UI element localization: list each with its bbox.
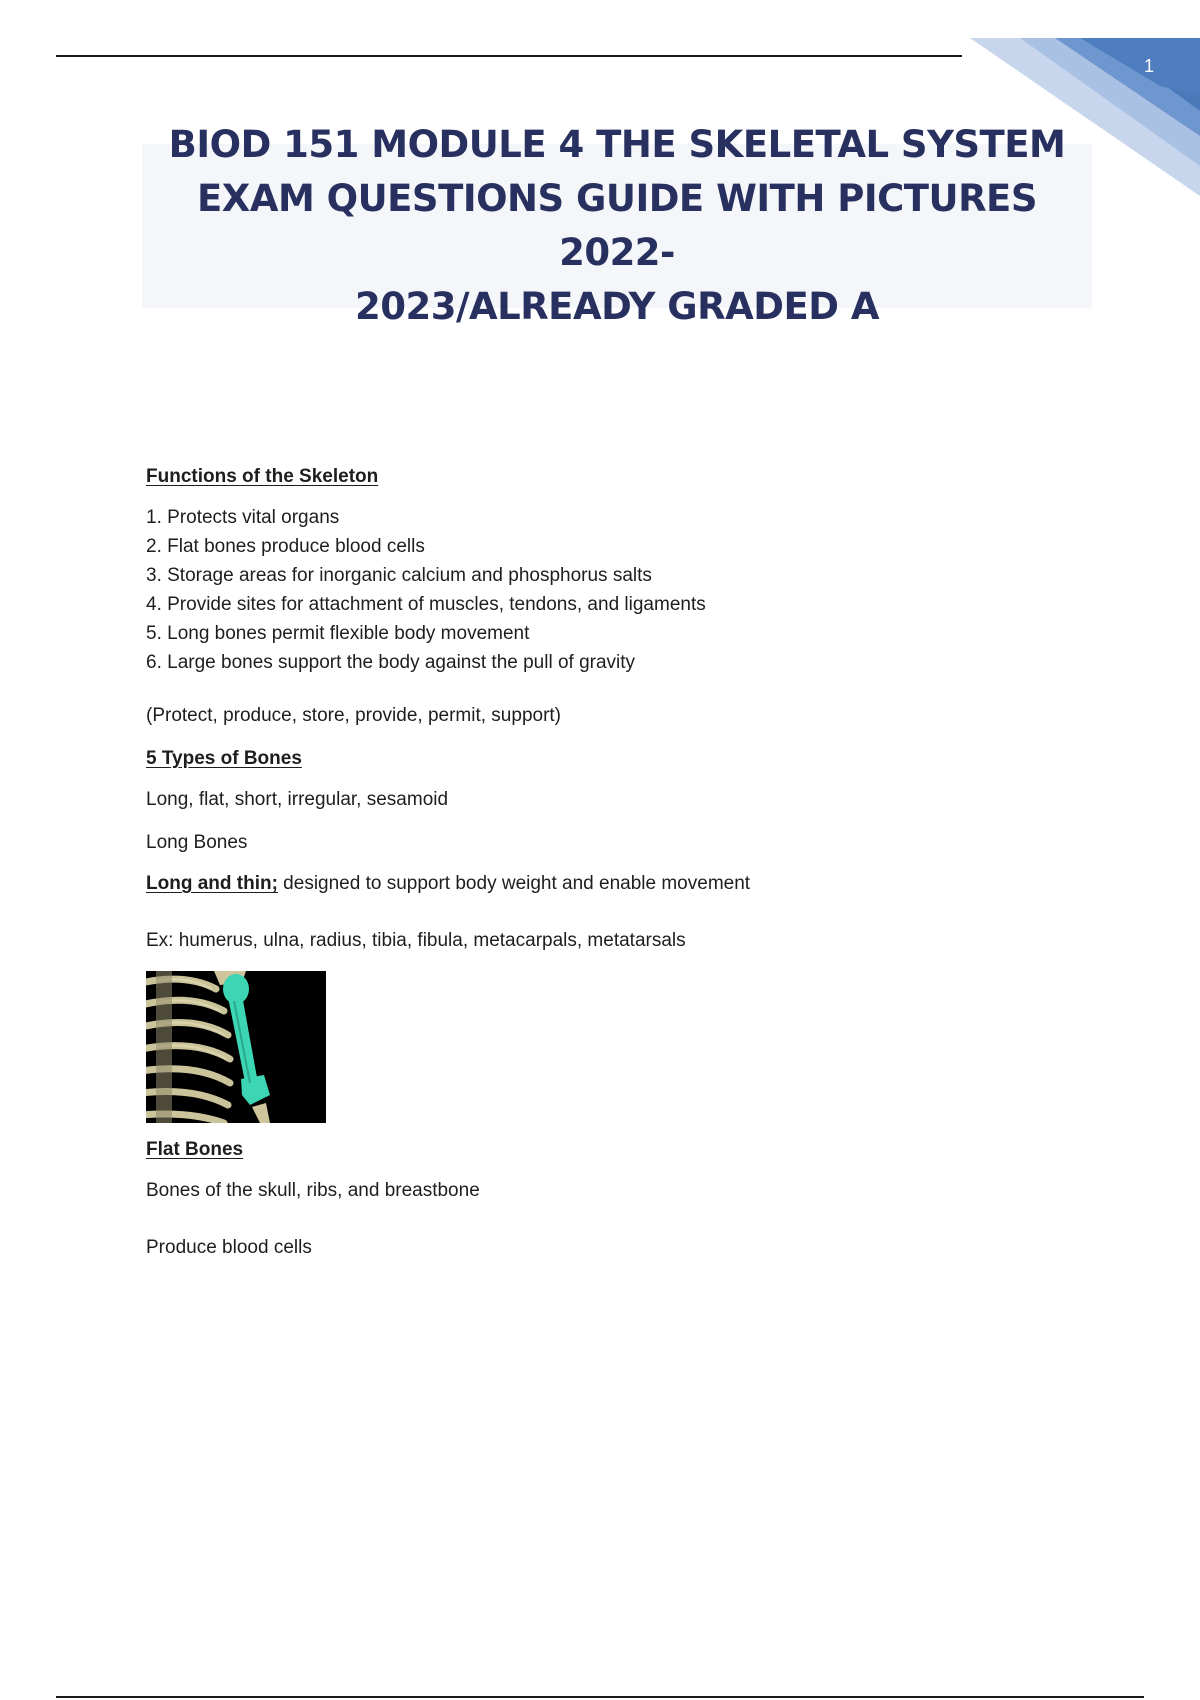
title-banner bbox=[142, 123, 1092, 328]
long-bones-examples: Ex: humerus, ulna, radius, tibia, fibula, metacarpals, metatarsals bbox=[146, 930, 686, 951]
long-bones-lead: Long and thin; bbox=[146, 873, 278, 894]
header-rule bbox=[56, 55, 962, 57]
list-item: 5. Long bones permit flexible body movement bbox=[146, 623, 530, 644]
footer-rule bbox=[56, 1696, 1144, 1698]
long-bones-title: Long Bones bbox=[146, 832, 248, 853]
functions-list bbox=[146, 503, 1046, 677]
list-item: 3. Storage areas for inorganic calcium and phosphorus salts bbox=[146, 565, 652, 586]
list-item: 1. Protects vital organs bbox=[146, 507, 340, 528]
title-line-3: 2023/ALREADY GRADED A bbox=[354, 285, 879, 328]
types-heading: 5 Types of Bones bbox=[146, 748, 302, 769]
list-item: 6. Large bones support the body against the pull of gravity bbox=[146, 652, 636, 673]
list-item: 4. Provide sites for attachment of muscles, tendons, and ligaments bbox=[146, 594, 706, 615]
flat-bones-function: Produce blood cells bbox=[146, 1237, 312, 1258]
page-number: 1 bbox=[1143, 56, 1154, 76]
flat-bones-heading: Flat Bones bbox=[146, 1139, 244, 1160]
title-line-2: EXAM QUESTIONS GUIDE WITH PICTURES 2022- bbox=[197, 177, 1037, 274]
functions-heading: Functions of the Skeleton bbox=[146, 466, 379, 487]
long-bone-illustration bbox=[146, 971, 1046, 1123]
title-line-1: BIOD 151 MODULE 4 THE SKELETAL SYSTEM bbox=[168, 123, 1066, 166]
long-bones-description bbox=[146, 873, 1046, 895]
document-title bbox=[142, 118, 1092, 334]
document-body bbox=[146, 466, 1046, 1259]
list-item: 2. Flat bones produce blood cells bbox=[146, 536, 425, 557]
long-bones-description-text: designed to support body weight and enable movement bbox=[277, 873, 751, 894]
humerus-image bbox=[146, 971, 326, 1123]
types-list: Long, flat, short, irregular, sesamoid bbox=[146, 789, 449, 810]
flat-bones-description: Bones of the skull, ribs, and breastbone bbox=[146, 1180, 480, 1201]
functions-summary: (Protect, produce, store, provide, permit, support) bbox=[146, 705, 562, 726]
